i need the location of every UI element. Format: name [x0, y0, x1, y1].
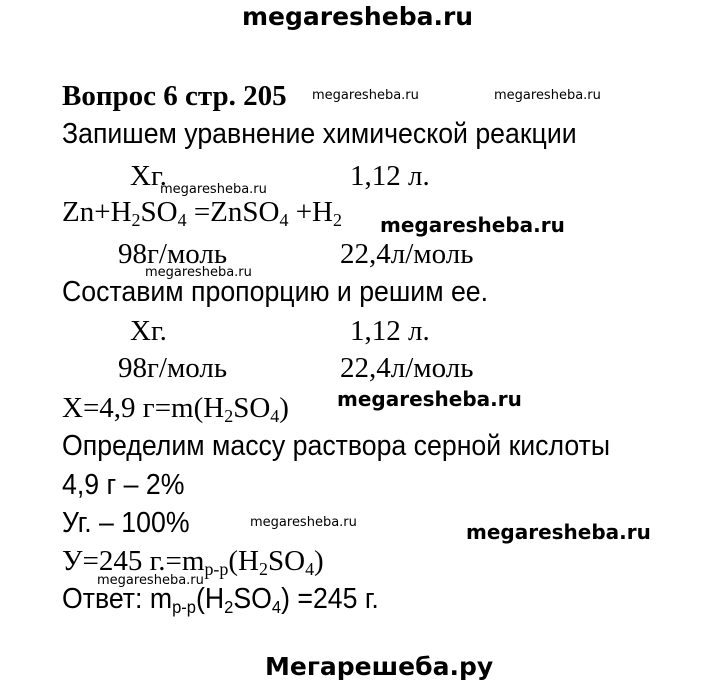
eq-unknown-mass: Хг. [130, 160, 167, 192]
watermark: megaresheba.ru [312, 88, 419, 103]
watermark-bold: megaresheba.ru [337, 387, 522, 411]
watermark: megaresheba.ru [145, 265, 252, 280]
watermark: megaresheba.ru [494, 88, 601, 103]
proportion-line-b: Уг. – 100% [62, 507, 190, 539]
step-proportion: Составим пропорцию и решим ее. [62, 276, 489, 308]
prop-unknown-mass: Хг. [130, 315, 167, 347]
eq-gas-volume: 1,12 л. [350, 160, 430, 192]
site-footer: Мегарешеба.ру [265, 652, 494, 681]
prop-gas-volume: 1,12 л. [350, 315, 430, 347]
watermark-bold: megaresheba.ru [466, 520, 651, 544]
result-solution-mass: У=245 $г.=m_{р-р}(H_2SO_4)$ [62, 545, 324, 580]
result-mass-acid: Х=4,9 $г=m(H_2SO_4)$ [62, 392, 289, 427]
step-write-equation: Запишем уравнение химической реакции [62, 118, 577, 150]
proportion-line-a: 4,9 г – 2% [62, 469, 185, 501]
reaction-equation: $Zn+H_2SO_4$ =ZnSO$_4$ $+H_2$ [62, 196, 342, 231]
eq-molar-volume: 22,4л/моль [340, 238, 474, 270]
prop-molar-mass: 98г/моль [118, 352, 228, 384]
eq-molar-mass: 98г/моль [118, 238, 228, 270]
step-solution-mass: Определим массу раствора серной кислоты [62, 430, 611, 462]
watermark: megaresheba.ru [160, 182, 267, 197]
watermark-bold: megaresheba.ru [380, 213, 565, 237]
watermark: megaresheba.ru [97, 573, 204, 588]
site-header: megaresheba.ru [242, 2, 474, 31]
prop-molar-volume: 22,4л/моль [340, 352, 474, 384]
watermark: megaresheba.ru [250, 515, 357, 530]
answer-line: Ответ: $m_{р-р}(H_2SO_4) =245$ г. [62, 583, 379, 618]
question-title: Вопрос 6 стр. 205 [62, 80, 287, 112]
